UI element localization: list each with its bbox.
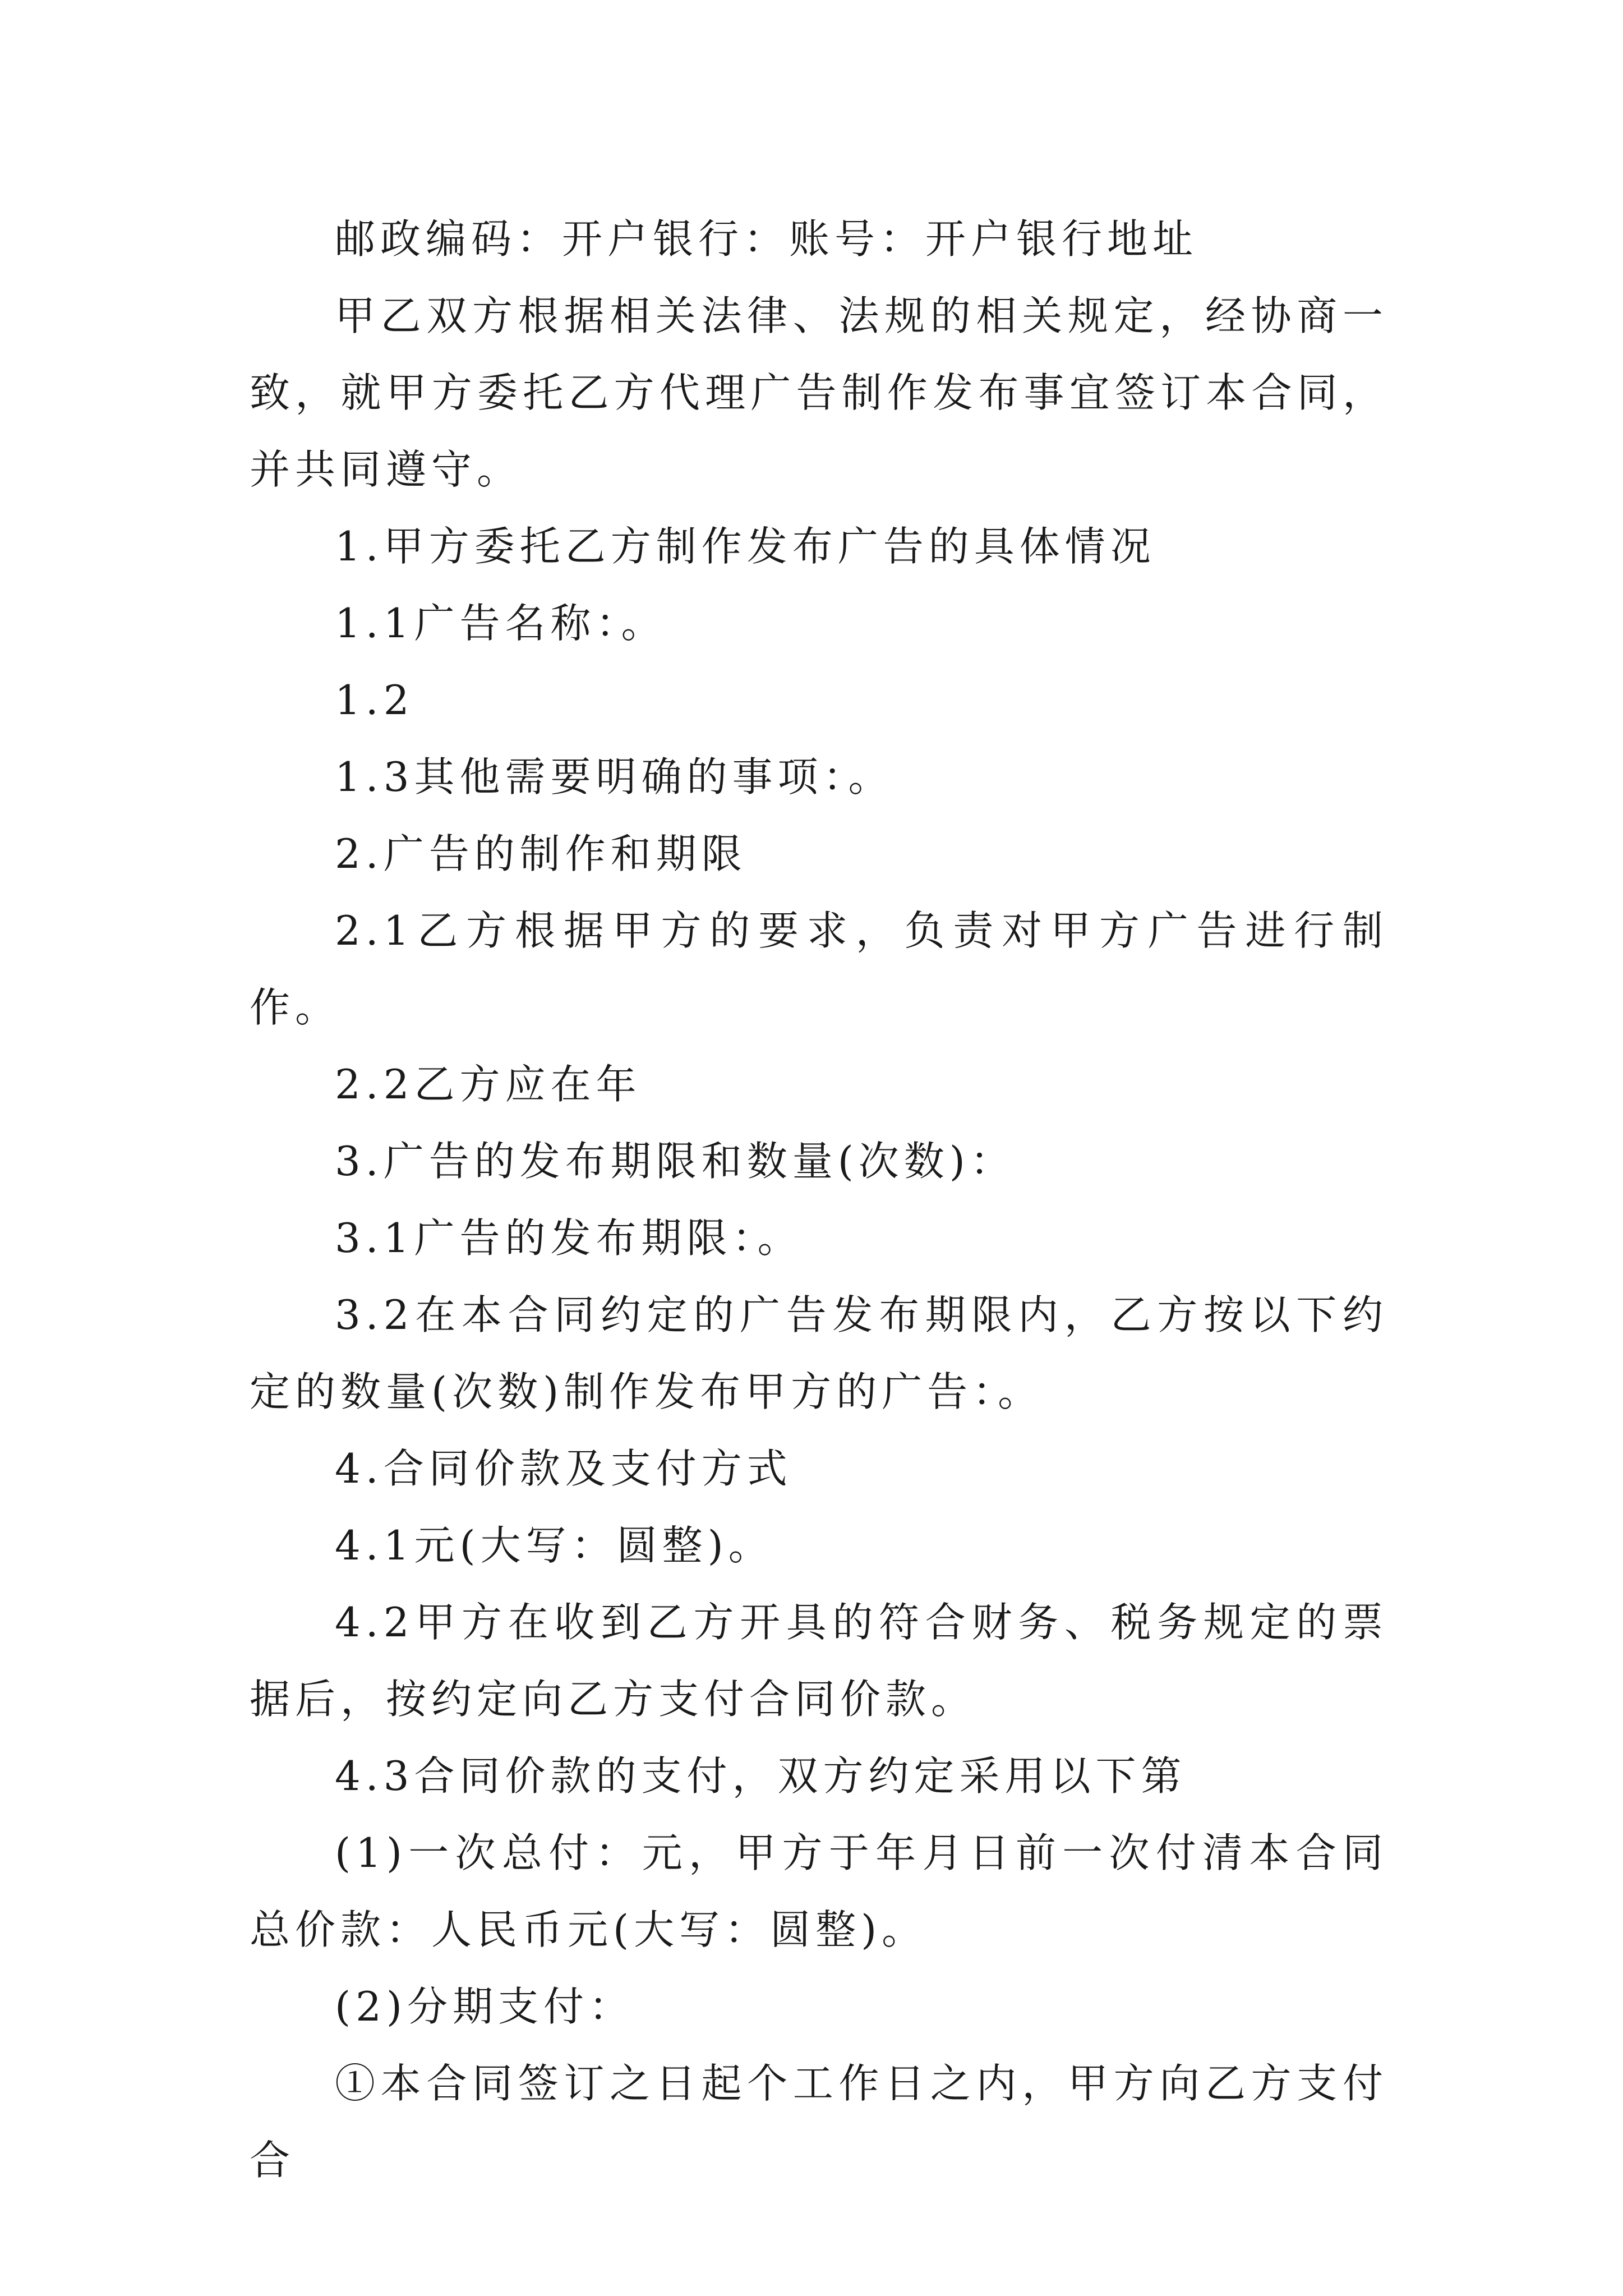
paragraph: 1.1广告名称：。 xyxy=(335,600,667,647)
paragraph: 3.广告的发布期限和数量(次数)： xyxy=(335,1138,1016,1185)
paragraph: 邮政编码：开户银行：账号：开户银行地址 xyxy=(335,215,1198,263)
paragraph: 2.2乙方应在年 xyxy=(335,1061,642,1108)
paragraph: 4.2甲方在收到乙方开具的符合财务、税务规定的票据后，按约定向乙方支付合同价款。 xyxy=(250,1599,1388,1723)
paragraph: 2.1乙方根据甲方的要求，负责对甲方广告进行制作。 xyxy=(250,907,1388,1031)
paragraph: 2.广告的制作和期限 xyxy=(335,830,747,877)
paragraph: 4.1元(大写：圆整)。 xyxy=(335,1522,774,1569)
paragraph: 3.2在本合同约定的广告发布期限内，乙方按以下约定的数量(次数)制作发布甲方的广告：。 xyxy=(250,1291,1388,1415)
paragraph: 1.2 xyxy=(335,677,414,724)
document-body xyxy=(250,201,1388,2199)
paragraph: (1)一次总付：元，甲方于年月日前一次付清本合同总价款：人民币元(大写：圆整)。 xyxy=(250,1829,1388,1953)
paragraph: 3.1广告的发布期限：。 xyxy=(335,1214,803,1262)
paragraph: 1.3其他需要明确的事项：。 xyxy=(335,753,894,800)
paragraph: 甲乙双方根据相关法律、法规的相关规定，经协商一致，就甲方委托乙方代理广告制作发布事宜签订本合同，并共同遵守。 xyxy=(250,292,1388,493)
paragraph: 4.3合同价款的支付，双方约定采用以下第 xyxy=(335,1752,1187,1800)
paragraph: 4.合同价款及支付方式 xyxy=(335,1445,792,1492)
paragraph: ①本合同签订之日起个工作日之内，甲方向乙方支付合 xyxy=(250,2060,1388,2184)
paragraph: 1.甲方委托乙方制作发布广告的具体情况 xyxy=(335,523,1156,570)
paragraph: (2)分期支付： xyxy=(335,1983,634,2030)
